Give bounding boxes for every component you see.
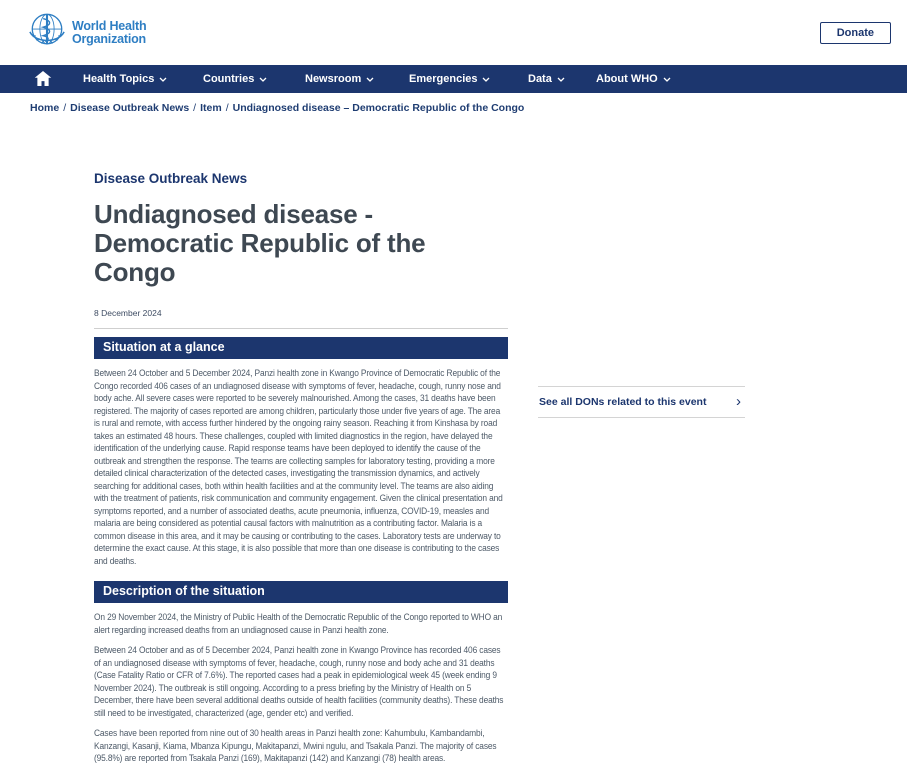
chevron-down-icon [259,73,267,85]
who-emblem-icon [28,11,66,54]
breadcrumb [0,93,907,120]
home-button[interactable] [34,70,52,92]
chevron-down-icon [557,73,565,85]
article-kicker: Disease Outbreak News [94,171,248,186]
nav-emergencies[interactable] [409,65,490,93]
main-content [0,171,907,763]
right-rail [538,386,745,418]
section-heading-description: Description of the situation [94,581,508,603]
nav-label: Countries [203,73,255,85]
nav-label: About WHO [596,73,658,85]
main-nav [0,65,907,93]
nav-label: Newsroom [305,73,362,85]
chevron-down-icon [366,73,374,85]
nav-newsroom[interactable] [305,65,374,93]
chevron-down-icon [482,73,490,85]
paragraph-description-3: Cases have been reported from nine out of 30 health areas in Panzi health zone: Kahumbulu, Kambandambi, Kanzangi, Kasanji, Kiama, Mbanza Kipungu, Makitapanzi, Mwini ngulu, and Tsakala Panzi. The majority of cases (95.8%) are reported from Tsakala Panzi (169), Makitapanzi (142) and Kanzangi (78) health areas. [94,728,497,763]
breadcrumb-current-page: Undiagnosed disease – Democratic Republic of the Congo [232,102,525,114]
home-icon [34,74,52,91]
chevron-right-icon: › [736,393,741,410]
breadcrumb-item[interactable]: Item [200,102,222,114]
who-logo-text: World Health Organization [72,18,147,46]
page-title: Undiagnosed disease - Democratic Republic of the Congo [94,199,426,287]
breadcrumb-separator: / [193,102,197,114]
nav-label: Health Topics [83,73,155,85]
publish-date: 8 December 2024 [94,308,162,318]
chevron-down-icon [663,73,671,85]
paragraph-situation: Between 24 October and 5 December 2024, Panzi health zone in Kwango Province of Democratic Republic of the Congo recorded 406 cases of an undiagnosed disease with symptoms of fever, headache, cough, runny nose and body ache. All severe cases were reported to be severely malnourished. Among the cases, 31 deaths have been registered. The majority of cases reported are among children, particularly those under five years of age. The area is rural and remote, with access further hindered by the ongoing rainy season. Reaching it from Kinshasa by road takes an estimated 48 hours. These challenges, coupled with limited diagnostics in the region, have delayed the identification of the underlying cause. Rapid response teams have been deployed to identify the cause of the outbreak and strengthen the response. The teams are collecting samples for laboratory testing, providing a more detailed clinical characterization of the detected cases, investigating the transmission dynamics, and actively searching for additional cases, both within health facilities and at the community level. The teams are also aiding with the treatment of patients, risk communication and community engagement. Given the clinical presentation and symptoms reported, and a number of associated deaths, acute pneumonia, influenza, COVID-19, measles and malaria are being considered as potential causal factors with malnutrition as a contributing factor. Malaria is a common disease in this area, and it may be causing or contributing to the cases. Laboratory tests are underway to determine the exact cause. At this stage, it is also possible that more than one disease is contributing to the cases and deaths. [94,368,503,566]
nav-about-who[interactable] [596,65,671,93]
breadcrumb-separator: / [225,102,229,114]
paragraph-description-2: Between 24 October and as of 5 December 2024, Panzi health zone in Kwango Province has recorded 406 cases of an undiagnosed disease with symptoms of fever, headache, cough, runny nose and body ache and 31 deaths (Case Fatality Ratio or CFR of 7.6%). The reported cases had a peak in epidemiological week 45 (week ending 9 November 2024). The outbreak is still ongoing. According to a press briefing by the Ministry of Health on 5 December, there have been several additional deaths outside of health facilities (community deaths). These deaths still need to be investigated, characterized (age, gender etc) and verified. [94,645,504,718]
chevron-down-icon [159,73,167,85]
section-heading-situation: Situation at a glance [94,337,508,359]
nav-countries[interactable] [203,65,267,93]
site-header [0,0,907,65]
see-all-dons-link[interactable] [538,386,745,418]
nav-label: Emergencies [409,73,478,85]
breadcrumb-disease-outbreak-news[interactable]: Disease Outbreak News [70,102,190,114]
see-all-dons-label: See all DONs related to this event [539,396,707,408]
title-divider [94,328,508,329]
nav-data[interactable] [528,65,565,93]
donate-button[interactable]: Donate [820,22,891,44]
nav-health-topics[interactable] [83,65,167,93]
nav-label: Data [528,73,552,85]
breadcrumb-home[interactable]: Home [30,102,60,114]
paragraph-description-1: On 29 November 2024, the Ministry of Public Health of the Democratic Republic of the Congo reported to WHO an alert regarding increased deaths from an undiagnosed cause in Panzi health zone. [94,612,503,635]
who-logo[interactable] [28,11,146,54]
breadcrumb-separator: / [63,102,67,114]
